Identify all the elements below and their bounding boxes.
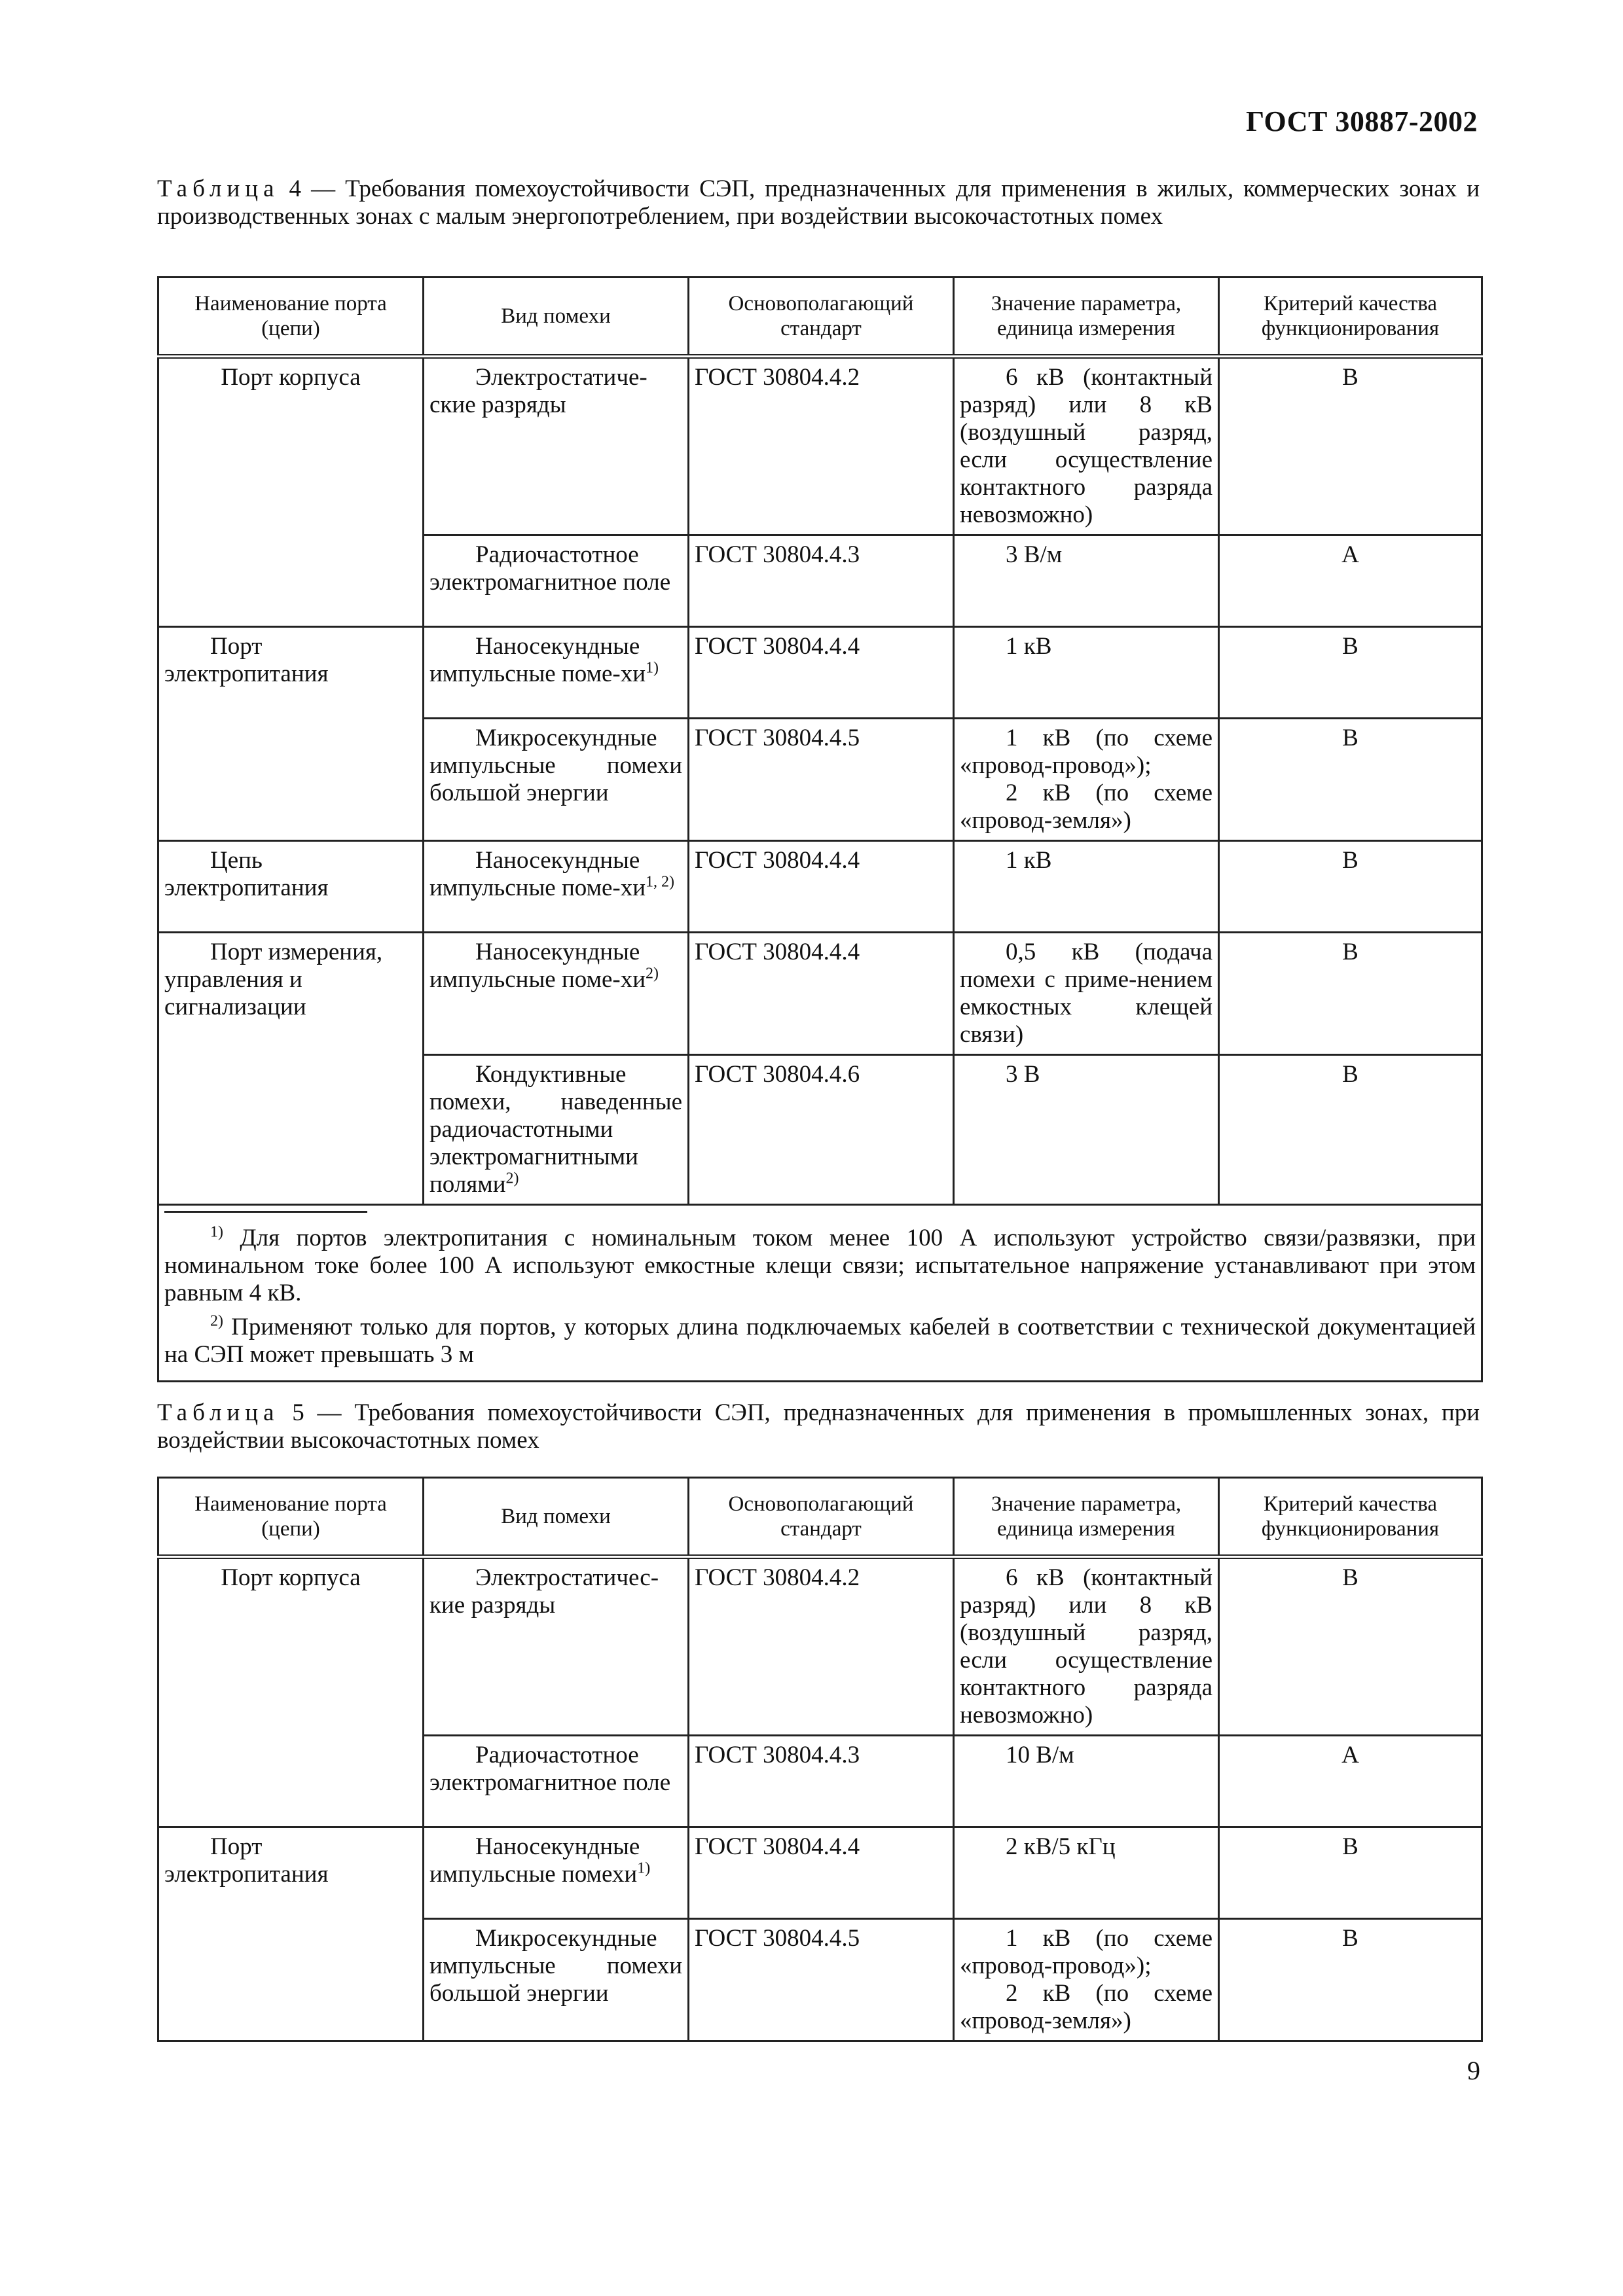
port-cell: Порт корпуса (158, 357, 424, 627)
kind-cell: Электростатиче-ские разряды (424, 357, 689, 535)
table-row (158, 1827, 1482, 1919)
value-cell: 1 кВ (по схеме «провод-провод»); 2 кВ (по схеме «провод-земля») (954, 719, 1219, 841)
table4-header-standard: Основополагающий стандарт (689, 278, 954, 357)
footnote-ref: 1) (646, 659, 659, 677)
table5-caption-word: Таблица (157, 1399, 280, 1426)
value-cell: 10 В/м (954, 1736, 1219, 1827)
table4-header-port: Наименование порта (цепи) (158, 278, 424, 357)
table4-header-kind: Вид помехи (424, 278, 689, 357)
page-number: 9 (1467, 2056, 1480, 2085)
footnote-ref: 1, 2) (646, 873, 675, 891)
criterion-cell: А (1219, 535, 1482, 627)
port-cell: Порт измерения, управления и сигнализации (158, 933, 424, 1205)
document-code: ГОСТ 30887-2002 (1246, 105, 1478, 137)
kind-cell: Микросекундные импульсные помехи большой энергии (424, 719, 689, 841)
table4-caption (157, 175, 1480, 230)
table5-caption (157, 1399, 1480, 1454)
criterion-cell: В (1219, 1055, 1482, 1205)
table5-header-port: Наименование порта (цепи) (158, 1478, 424, 1557)
port-cell: Порт корпуса (158, 1557, 424, 1827)
criterion-cell: В (1219, 719, 1482, 841)
criterion-cell: В (1219, 627, 1482, 719)
kind-cell: Электростатичес-кие разряды (424, 1557, 689, 1736)
criterion-cell: В (1219, 1557, 1482, 1736)
table5-header-value: Значение параметра, единица измерения (954, 1478, 1219, 1557)
table5-header-kind: Вид помехи (424, 1478, 689, 1557)
table5-caption-text: 5 — Требования помехоустойчивости СЭП, предназначенных для применения в промышленных зонах, при воздействии высокочастотных помех (157, 1399, 1480, 1454)
criterion-cell: В (1219, 933, 1482, 1055)
value-cell: 1 кВ (954, 841, 1219, 933)
table5-header-row (158, 1478, 1482, 1557)
table-row (158, 1557, 1482, 1736)
footnote-1: $^{1)}$ Для портов электропитания с номинальным током менее 100 А используют устройство связи/развязки, при номинальном токе более 100 А используют емкостные клещи связи; испытательное напряжение устанавливают при этом равным 4 кВ. (164, 1223, 1476, 1306)
value-cell: 6 кВ (контактный разряд) или 8 кВ (воздушный разряд, если осуществление контактного разряда невозможно) (954, 357, 1219, 535)
standard-cell: ГОСТ 30804.4.5 (689, 719, 954, 841)
table4-caption-word: Таблица (157, 175, 280, 202)
kind-cell: Наносекундные импульсные поме-$хи^{1)}$ (424, 627, 689, 719)
table-row (158, 933, 1482, 1055)
criterion-cell: В (1219, 357, 1482, 535)
kind-cell: Микросекундные импульсные помехи большой энергии (424, 1919, 689, 2041)
standard-cell: ГОСТ 30804.4.3 (689, 1736, 954, 1827)
value-cell: 0,5 кВ (подача помехи с приме-нением емкостных клещей связи) (954, 933, 1219, 1055)
kind-cell: Наносекундные импульсные помехи$^{1)}$ (424, 1827, 689, 1919)
table4 (157, 276, 1483, 1382)
footnote-2: $^{2)}$ Применяют только для портов, у которых длина подключаемых кабелей в соответствии с технической документацией на СЭП может превышать 3 м (164, 1312, 1476, 1368)
value-cell: 3 В/м (954, 535, 1219, 627)
port-cell: Порт электропитания (158, 1827, 424, 2041)
table5 (157, 1477, 1483, 2042)
standard-cell: ГОСТ 30804.4.4 (689, 1827, 954, 1919)
criterion-cell: В (1219, 841, 1482, 933)
table4-footnotes (158, 1205, 1482, 1382)
footnote-ref: 2) (646, 965, 659, 982)
table5-header-criterion: Критерий качества функционирования (1219, 1478, 1482, 1557)
footnote-ref: 1) (637, 1859, 651, 1877)
table4-footnotes-row (158, 1205, 1482, 1382)
standard-cell: ГОСТ 30804.4.2 (689, 357, 954, 535)
table-row (158, 627, 1482, 719)
kind-cell: Кондуктивные помехи, наведенные радиочастотными электромагнитными полями$^{2)}$ (424, 1055, 689, 1205)
port-cell: Порт электропитания (158, 627, 424, 841)
value-cell: 6 кВ (контактный разряд) или 8 кВ (воздушный разряд, если осуществление контактного разряда невозможно) (954, 1557, 1219, 1736)
standard-cell: ГОСТ 30804.4.2 (689, 1557, 954, 1736)
standard-cell: ГОСТ 30804.4.3 (689, 535, 954, 627)
footnote-separator (164, 1211, 367, 1213)
standard-cell: ГОСТ 30804.4.4 (689, 841, 954, 933)
kind-cell: Радиочастотное электромагнитное поле (424, 535, 689, 627)
kind-cell: Наносекундные импульсные поме-хи$^{1, 2)}$ (424, 841, 689, 933)
standard-cell: ГОСТ 30804.4.6 (689, 1055, 954, 1205)
table-row (158, 357, 1482, 535)
standard-cell: ГОСТ 30804.4.4 (689, 627, 954, 719)
table4-caption-text: 4 — Требования помехоустойчивости СЭП, предназначенных для применения в жилых, коммерческих зонах и производственных зонах с малым энергопотреблением, при воздействии высокочастотных помех (157, 175, 1480, 230)
standard-cell: ГОСТ 30804.4.5 (689, 1919, 954, 2041)
table4-header-row (158, 278, 1482, 357)
footnote-ref: 2) (505, 1170, 519, 1187)
kind-cell: Наносекундные импульсные поме-$хи^{2)}$ (424, 933, 689, 1055)
table4-header-criterion: Критерий качества функционирования (1219, 278, 1482, 357)
kind-cell: Радиочастотное электромагнитное поле (424, 1736, 689, 1827)
table4-header-value: Значение параметра, единица измерения (954, 278, 1219, 357)
value-cell: 2 кВ/5 кГц (954, 1827, 1219, 1919)
criterion-cell: А (1219, 1736, 1482, 1827)
value-cell: 1 кВ (по схеме «провод-провод»); 2 кВ (по схеме «провод-земля») (954, 1919, 1219, 2041)
criterion-cell: В (1219, 1827, 1482, 1919)
criterion-cell: В (1219, 1919, 1482, 2041)
value-cell: 1 кВ (954, 627, 1219, 719)
standard-cell: ГОСТ 30804.4.4 (689, 933, 954, 1055)
value-cell: 3 В (954, 1055, 1219, 1205)
table5-header-standard: Основополагающий стандарт (689, 1478, 954, 1557)
port-cell: Цепь электропитания (158, 841, 424, 933)
table-row (158, 841, 1482, 933)
